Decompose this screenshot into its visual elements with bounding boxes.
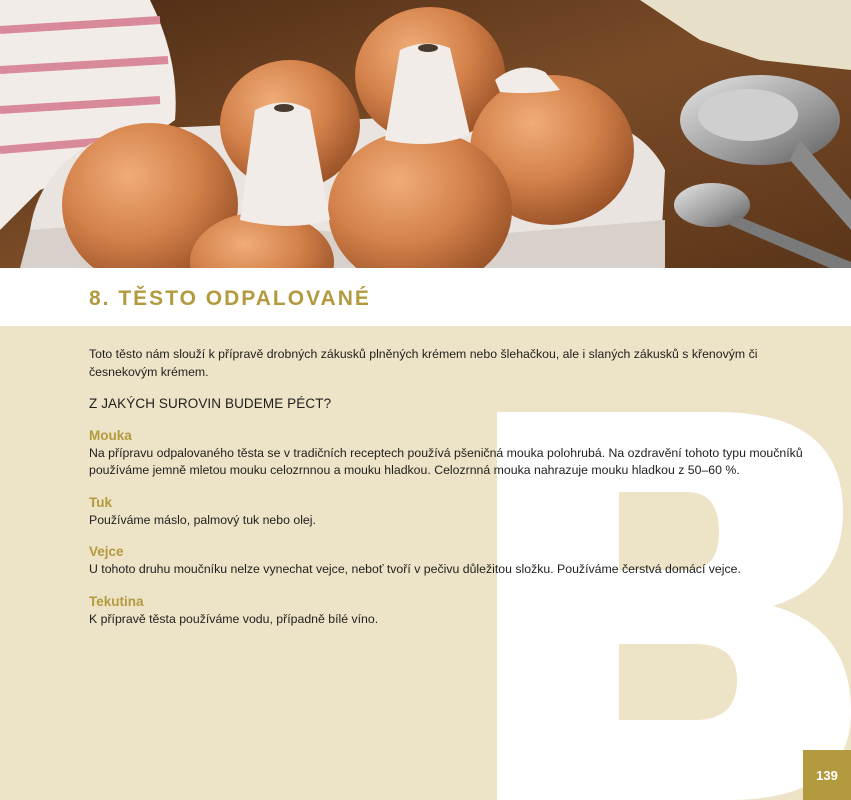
section-heading-tekutina: Tekutina <box>89 593 144 609</box>
section-heading-mouka: Mouka <box>89 427 132 443</box>
section-text-tuk: Používáme máslo, palmový tuk nebo olej. <box>89 512 316 527</box>
section-text-mouka: Na přípravu odpalovaného těsta se v tradičních receptech používá pšeničná mouka polohrubá. Na ozdravění tohoto typu moučníků používáme jemně mletou mouku celozrnnou a mouku hladkou. Celozrnná mouka nahrazuje mouku hladkou z 50–60 %. <box>89 445 803 477</box>
main-content <box>89 346 804 628</box>
page-number: 139 <box>803 750 851 800</box>
section-text-vejce: U tohoto druhu moučníku nelze vynechat vejce, neboť tvoří v pečivu důležitou složku. Používáme čerstvá domácí vejce. <box>89 562 741 576</box>
section-heading-tuk: Tuk <box>89 494 112 510</box>
eggs-in-carton-illustration <box>0 0 851 268</box>
section-heading-vejce: Vejce <box>89 544 124 559</box>
question-heading: Z JAKÝCH SUROVIN BUDEME PÉCT? <box>89 396 332 411</box>
section-text-tekutina: K přípravě těsta používáme vodu, případně bílé víno. <box>89 611 379 626</box>
header-photo-eggs <box>0 0 851 268</box>
page-title: 8. TĚSTO ODPALOVANÉ <box>89 287 371 310</box>
intro-paragraph: Toto těsto nám slouží k přípravě drobných zákusků plněných krémem nebo šlehačkou, ale i slaných zákusků s křenovým či česnekovým krémem. <box>89 347 758 379</box>
